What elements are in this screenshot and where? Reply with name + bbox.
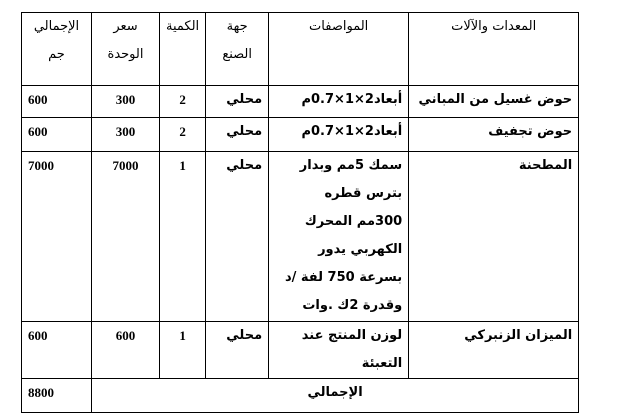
cell-specs: أبعاد2×1×0.7م xyxy=(269,118,409,152)
cell-specs: سمك 5مم وبدار بترس قطره 300مم المحرك الكهربي يدور بسرعة 750 لفة /د وقدرة 2ك .وات xyxy=(269,152,409,322)
cell-equipment: الميزان الزنبركي xyxy=(409,322,579,379)
total-label: الإجمالي xyxy=(92,379,579,413)
equipment-cost-table xyxy=(21,12,579,413)
cell-unit-price: 7000 xyxy=(92,152,160,322)
cell-total: 600 xyxy=(22,118,92,152)
cell-total: 600 xyxy=(22,322,92,379)
cell-specs: أبعاد2×1×0.7م xyxy=(269,86,409,118)
cell-specs: لوزن المنتج عند التعبئة xyxy=(269,322,409,379)
header-specs: المواصفات xyxy=(269,13,409,86)
cell-equipment: حوض غسيل من المباني xyxy=(409,86,579,118)
table-row xyxy=(22,322,579,379)
header-row xyxy=(22,13,579,86)
table-row xyxy=(22,86,579,118)
header-qty: الكمية xyxy=(160,13,206,86)
table-row xyxy=(22,152,579,322)
cell-unit-price: 600 xyxy=(92,322,160,379)
cell-qty: 1 xyxy=(160,322,206,379)
cell-qty: 1 xyxy=(160,152,206,322)
cell-unit-price: 300 xyxy=(92,86,160,118)
table-row xyxy=(22,118,579,152)
cell-total: 7000 xyxy=(22,152,92,322)
cell-equipment: المطحنة xyxy=(409,152,579,322)
grand-total: 8800 xyxy=(22,379,92,413)
header-origin: جهة الصنع xyxy=(206,13,269,86)
header-unit-price: سعر الوحدة xyxy=(92,13,160,86)
cell-qty: 2 xyxy=(160,86,206,118)
cell-origin: محلي xyxy=(206,118,269,152)
header-equipment: المعدات والآلات xyxy=(409,13,579,86)
total-row xyxy=(22,379,579,413)
cell-origin: محلي xyxy=(206,322,269,379)
cell-unit-price: 300 xyxy=(92,118,160,152)
cell-origin: محلي xyxy=(206,152,269,322)
cell-qty: 2 xyxy=(160,118,206,152)
header-total: الإجمالي جم xyxy=(22,13,92,86)
cell-origin: محلي xyxy=(206,86,269,118)
cell-equipment: حوض تجفيف xyxy=(409,118,579,152)
cell-total: 600 xyxy=(22,86,92,118)
